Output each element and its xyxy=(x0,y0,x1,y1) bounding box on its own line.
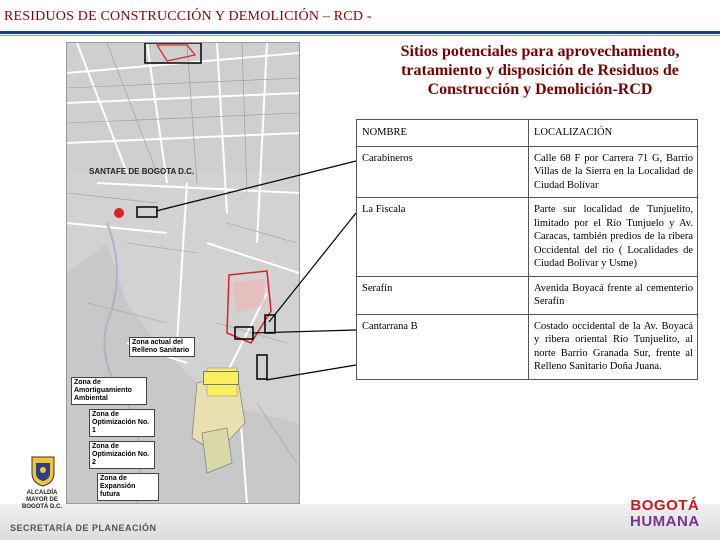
brand-line-2: HUMANA xyxy=(630,513,700,530)
table-row xyxy=(357,314,698,379)
table-row xyxy=(357,276,698,314)
site-location: Costado occidental de la Av. Boyacá y ribera oriental Río Tunjuelito, al norte Barrio Granada Sur, frente al Relleno Sanitario Doña Juana. xyxy=(529,314,698,379)
panel-title: Sitios potenciales para aprovechamiento, tratamiento y disposición de Residuos de Construcción y Demolición-RCD xyxy=(400,43,680,98)
slide-title: RESIDUOS DE CONSTRUCCIÓN Y DEMOLICIÓN – RCD - xyxy=(4,9,372,24)
bogota-crest-icon xyxy=(30,455,56,487)
site-name: Serafín xyxy=(357,276,529,314)
site-name: Cantarrana B xyxy=(357,314,529,379)
header-nombre: NOMBRE xyxy=(357,120,529,147)
footer-band xyxy=(0,504,720,540)
table-header-row xyxy=(357,120,698,147)
brand-line-1: BOGOTÁ xyxy=(630,497,700,514)
legend-expansion: Zona de Expansión futura xyxy=(97,473,159,501)
site-name: Carabineros xyxy=(357,146,529,198)
crest-caption: ALCALDÍA MAYOR DE BOGOTÁ D.C. xyxy=(22,490,62,510)
sites-table xyxy=(356,119,698,380)
map-city-label: SANTAFE DE BOGOTA D.C. xyxy=(89,167,195,176)
footer-department: SECRETARÍA DE PLANEACIÓN xyxy=(10,523,157,533)
site-location: Calle 68 F por Carrera 71 G, Barrio Villas de la Sierra en la Localidad de Ciudad Bolívar xyxy=(529,146,698,198)
table-row xyxy=(357,146,698,198)
legend-amortiguamiento: Zona de Amortiguamiento Ambiental xyxy=(71,377,147,405)
site-location: Parte sur localidad de Tunjuelito, limitado por el Río Tunjuelo y Av. Caracas, también predios de la ribera Occidental del río ( Localidades de Ciudad Bolívar y Usme) xyxy=(529,198,698,277)
legend-relleno: Zona actual del Relleno Sanitario xyxy=(129,337,195,357)
legend-optimizacion-2: Zona de Optimización No. 2 xyxy=(89,441,155,469)
table-row xyxy=(357,198,698,277)
header-localizacion: LOCALIZACIÓN xyxy=(529,120,698,147)
legend-optimizacion-1: Zona de Optimización No. 1 xyxy=(89,409,155,437)
site-name: La Fiscala xyxy=(357,198,529,277)
site-location: Avenida Boyacá frente al cementerio Serafín xyxy=(529,276,698,314)
bogota-humana-logo xyxy=(630,498,700,530)
